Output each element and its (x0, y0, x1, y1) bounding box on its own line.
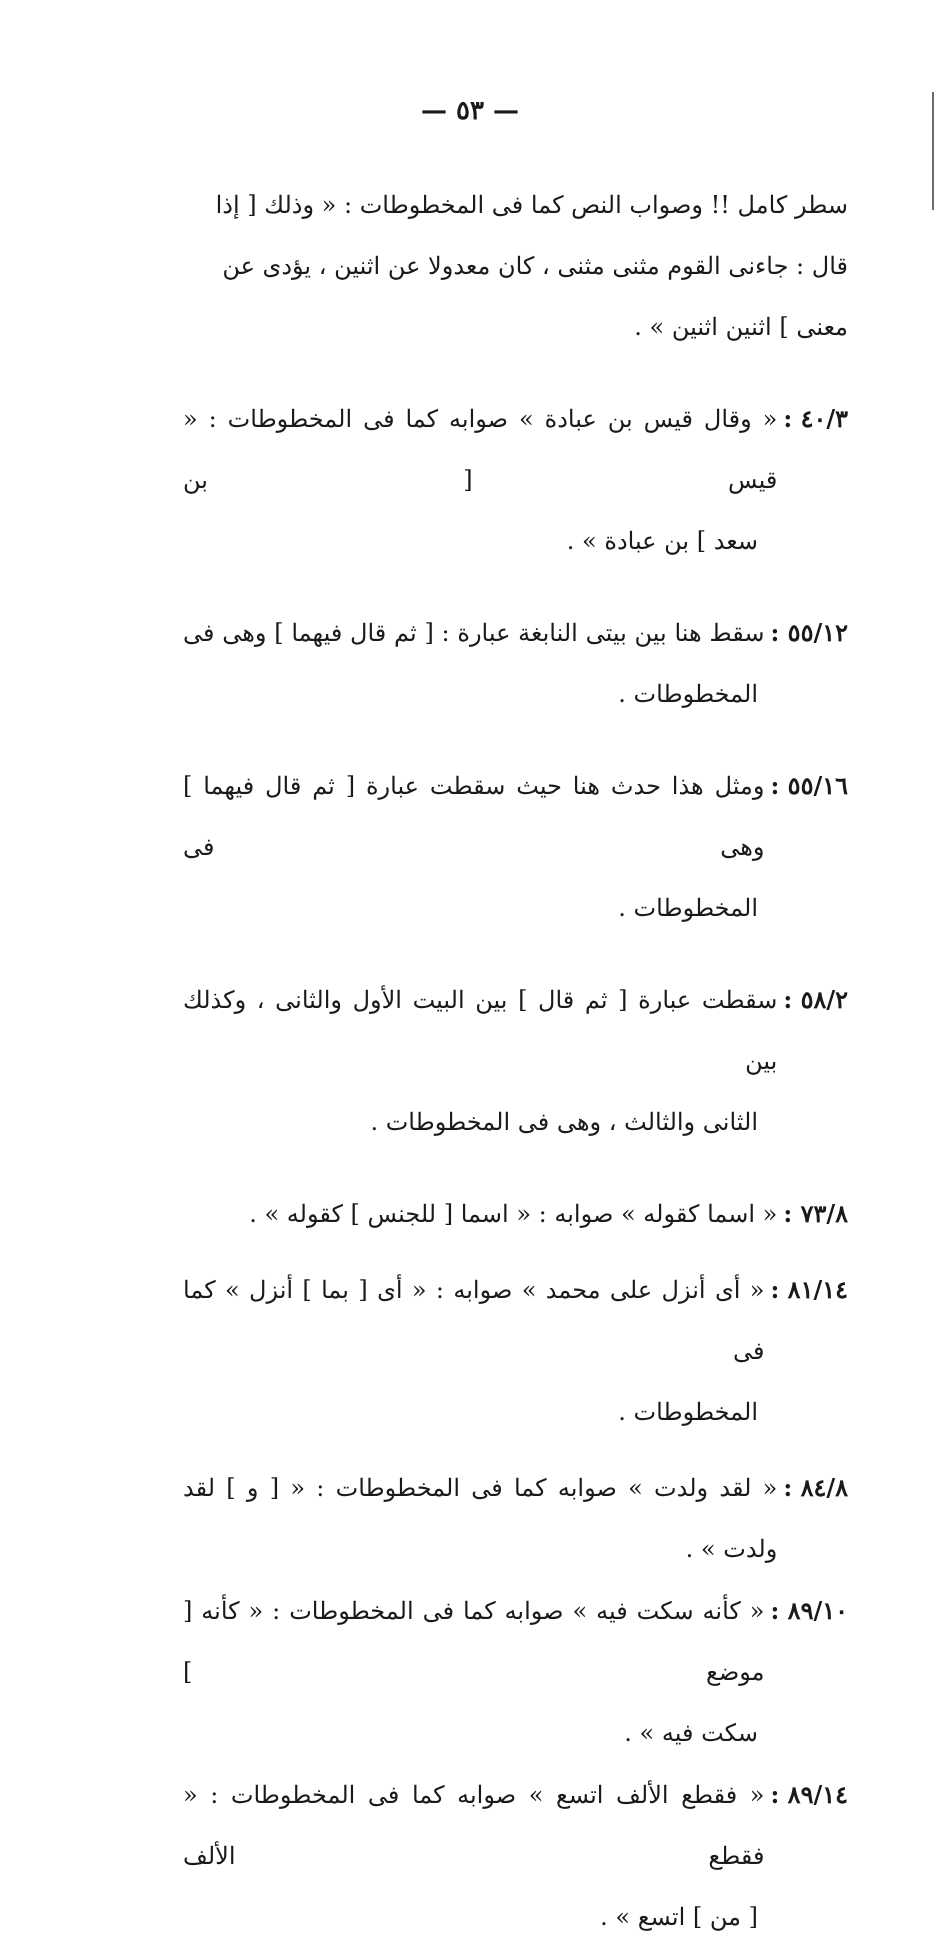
entry-text: ومثل هذا حدث هنا حيث سقطت عبارة [ ثم قال فيهما ] وهى فى (183, 772, 765, 861)
entry-reference: ٨٩/١٤ : (770, 1780, 848, 1809)
correction-entry (183, 388, 848, 572)
correction-entry (183, 755, 848, 939)
correction-entry (183, 602, 848, 725)
entry-continuation: [ من ] اتسع » . (600, 1903, 758, 1931)
entry-text: « وقال قيس بن عبادة » صوابه كما فى المخطوطات : « قيس [ بن (183, 405, 778, 494)
intro-line: معنى ] اثنين اثنين » . (634, 313, 848, 341)
entry-text: سقط هنا بين بيتى النابغة عبارة : [ ثم قال فيهما ] وهى فى (183, 619, 765, 647)
entry-reference: ٤٠/٣ : (783, 404, 848, 433)
entry-continuation: المخطوطات . (618, 680, 758, 708)
correction-entry (183, 1580, 848, 1764)
correction-entry (183, 1764, 848, 1948)
entry-reference: ٧٣/٨ : (783, 1199, 848, 1228)
entry-text: « أى أنزل على محمد » صوابه : « أى [ بما ] أنزل » كما فى (183, 1276, 765, 1365)
correction-entry (183, 1183, 848, 1245)
entry-reference: ٨٤/٨ : (783, 1473, 848, 1502)
page-number: — ٥٣ — (420, 96, 520, 126)
entry-reference: ٥٨/٢ : (783, 985, 848, 1014)
entry-text: « اسما كقوله » صوابه : « اسما [ للجنس ] كقوله » . (249, 1200, 778, 1228)
entry-continuation: المخطوطات . (618, 1398, 758, 1426)
correction-entry (183, 969, 848, 1153)
entry-reference: ٨٩/١٠ : (770, 1596, 848, 1625)
entry-continuation: الثانى والثالث ، وهى فى المخطوطات . (370, 1108, 758, 1136)
correction-entry (183, 1259, 848, 1443)
entry-text: « فقطع الألف اتسع » صوابه كما فى المخطوطات : « فقطع الألف (183, 1781, 765, 1870)
entry-text: سقطت عبارة [ ثم قال ] بين البيت الأول والثانى ، وكذلك بين (183, 986, 778, 1075)
entry-reference: ٥٥/١٦ : (770, 771, 848, 800)
entry-continuation: سعد ] بن عبادة » . (566, 527, 758, 555)
entry-reference: ٥٥/١٢ : (770, 618, 848, 647)
entry-text: « كأنه سكت فيه » صوابه كما فى المخطوطات : « كأنه [ موضع ] (183, 1597, 765, 1686)
intro-line: سطر كامل !! وصواب النص كما فى المخطوطات : « وذلك [ إذا (215, 191, 848, 219)
intro-line: قال : جاءنى القوم مثنى مثنى ، كان معدولا عن اثنين ، يؤدى عن (222, 252, 848, 280)
entry-reference: ٨١/١٤ : (770, 1275, 848, 1304)
entry-text: « لقد ولدت » صوابه كما فى المخطوطات : « [ و ] لقد ولدت » . (183, 1474, 778, 1563)
correction-entry (183, 1457, 848, 1580)
entry-continuation: المخطوطات . (618, 894, 758, 922)
entry-continuation: سكت فيه » . (624, 1719, 758, 1747)
page-body (183, 175, 848, 1948)
intro-paragraph (183, 175, 848, 358)
